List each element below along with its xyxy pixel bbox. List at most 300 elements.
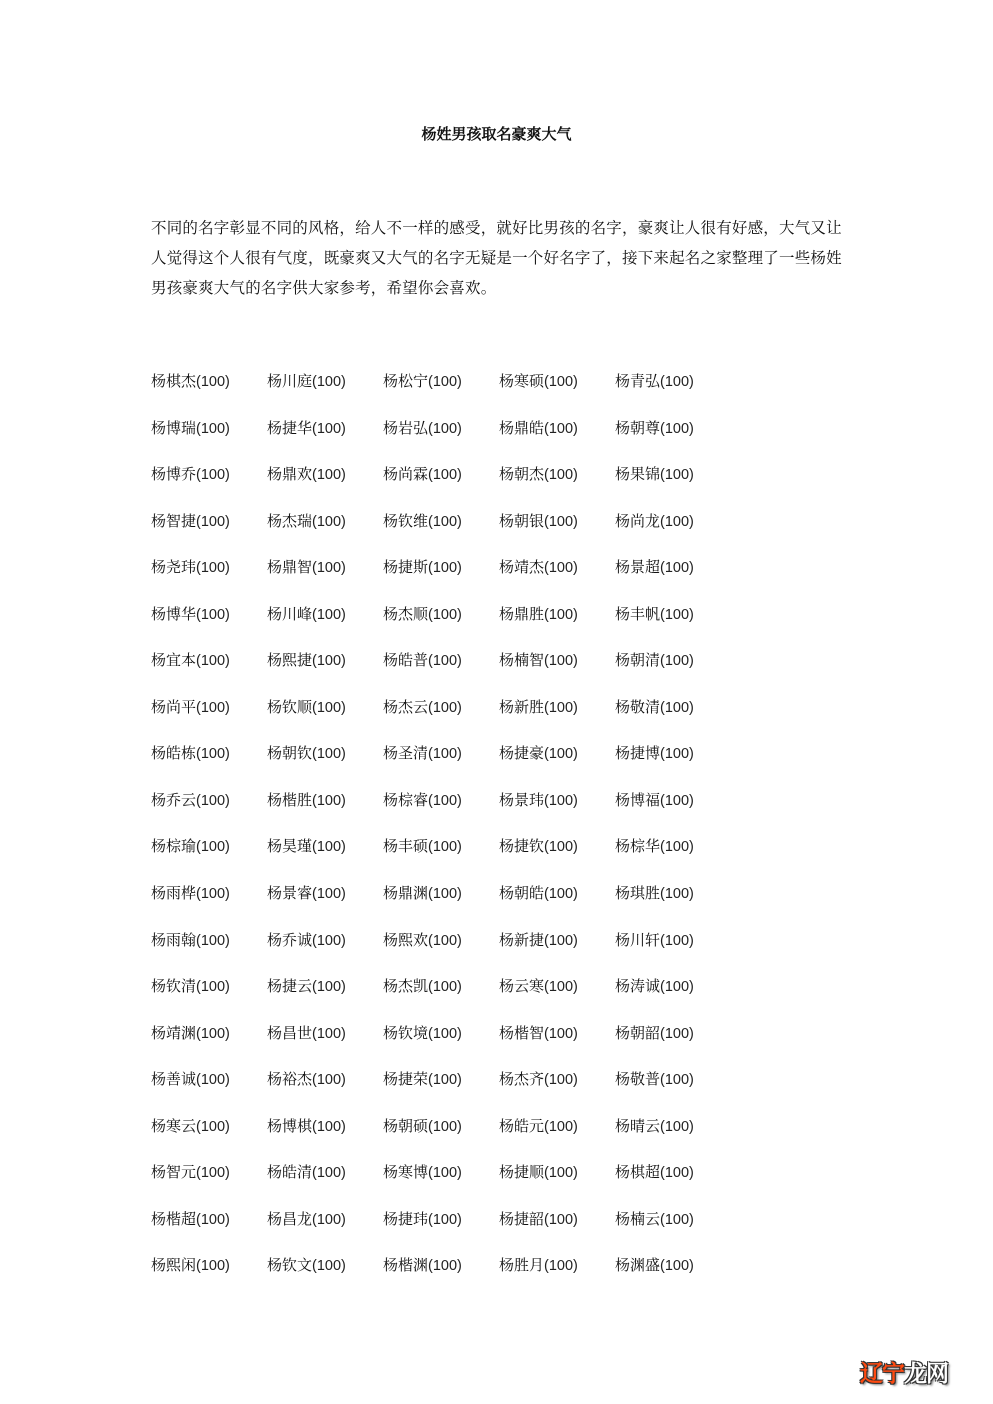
intro-paragraph: 不同的名字彰显不同的风格，给人不一样的感受，就好比男孩的名字，豪爽让人很有好感，大气又让人觉得这个人很有气度，既豪爽又大气的名字无疑是一个好名字了，接下来起名之家整理了一些杨姓男孩豪爽大气的名字供大家参考，希望你会喜欢。: [151, 219, 842, 297]
name-text: 杨景睿: [267, 884, 313, 903]
name-row: [151, 833, 731, 880]
name-entry: [383, 1066, 499, 1113]
name-entry: [267, 601, 383, 648]
name-text: 杨楷超: [151, 1209, 197, 1228]
name-score: (100): [196, 1258, 230, 1275]
name-entry: [151, 1252, 267, 1299]
name-score: (100): [544, 420, 578, 437]
name-text: 杨鼎智: [267, 558, 313, 577]
name-row: [151, 554, 731, 601]
name-entry: [151, 1113, 267, 1160]
name-row: [151, 601, 731, 648]
name-entry: [615, 880, 731, 927]
name-text: 杨昌龙: [267, 1209, 313, 1228]
name-score: (100): [428, 653, 462, 670]
name-row: [151, 927, 731, 974]
name-entry: [151, 787, 267, 834]
name-score: (100): [428, 1025, 462, 1042]
name-text: 杨智捷: [151, 511, 197, 530]
name-score: (100): [428, 1072, 462, 1089]
name-text: 杨尧玮: [151, 558, 197, 577]
name-score: (100): [544, 374, 578, 390]
name-entry: [615, 973, 731, 1020]
name-text: 杨朝钦: [267, 744, 313, 763]
name-entry: [267, 554, 383, 601]
name-entry: [615, 694, 731, 741]
name-text: 杨朝尊: [615, 418, 661, 437]
name-entry: [615, 1206, 731, 1253]
name-entry: [383, 368, 499, 415]
name-score: (100): [428, 792, 462, 809]
name-text: 杨圣清: [383, 744, 429, 763]
name-row: [151, 415, 731, 462]
name-entry: [499, 1020, 615, 1067]
name-row: [151, 740, 731, 787]
name-text: 杨昊瑾: [267, 837, 313, 856]
name-text: 杨楷胜: [267, 790, 313, 809]
name-text: 杨博瑞: [151, 418, 197, 437]
name-score: (100): [196, 1165, 230, 1182]
name-score: (100): [544, 1211, 578, 1228]
name-text: 杨楷智: [499, 1023, 545, 1042]
name-text: 杨钦清: [151, 977, 197, 996]
name-entry: [383, 1020, 499, 1067]
name-entry: [151, 880, 267, 927]
name-text: 杨杰云: [383, 697, 429, 716]
name-entry: [383, 973, 499, 1020]
name-score: (100): [428, 699, 462, 716]
name-text: 杨丰硕: [383, 837, 429, 856]
name-text: 杨景超: [615, 558, 661, 577]
name-entry: [499, 368, 615, 415]
name-entry: [267, 1020, 383, 1067]
name-score: (100): [428, 839, 462, 856]
name-score: (100): [660, 653, 694, 670]
document-title: 杨姓男孩取名豪爽大气: [421, 125, 572, 143]
name-score: (100): [312, 1072, 346, 1089]
name-entry: [499, 694, 615, 741]
name-entry: [383, 508, 499, 555]
name-score: (100): [660, 746, 694, 763]
name-text: 杨博华: [151, 604, 197, 623]
name-score: (100): [544, 1165, 578, 1182]
name-score: (100): [196, 606, 230, 623]
name-entry: [615, 927, 731, 974]
name-entry: [151, 508, 267, 555]
name-text: 杨丰帆: [615, 604, 661, 623]
name-text: 杨棋杰: [151, 372, 197, 390]
name-score: (100): [312, 932, 346, 949]
name-text: 杨博乔: [151, 465, 197, 484]
name-score: (100): [660, 886, 694, 903]
name-score: (100): [312, 1118, 346, 1135]
name-row: [151, 1113, 731, 1160]
name-text: 杨寒云: [151, 1116, 197, 1135]
name-entry: [151, 368, 267, 415]
name-score: (100): [312, 1025, 346, 1042]
name-entry: [615, 1252, 731, 1299]
name-text: 杨敬普: [615, 1070, 661, 1089]
name-text: 杨尚龙: [615, 511, 661, 530]
name-score: (100): [312, 1258, 346, 1275]
name-score: (100): [544, 1025, 578, 1042]
name-text: 杨青弘: [615, 372, 661, 390]
name-text: 杨捷韶: [499, 1209, 545, 1228]
name-entry: [499, 461, 615, 508]
name-text: 杨寒博: [383, 1163, 429, 1182]
name-text: 杨尚霖: [383, 465, 429, 484]
name-text: 杨皓清: [267, 1163, 313, 1182]
name-text: 杨朝清: [615, 651, 661, 670]
name-text: 杨捷顺: [499, 1163, 545, 1182]
name-text: 杨岩弘: [383, 418, 429, 437]
name-entry: [499, 647, 615, 694]
name-entry: [499, 508, 615, 555]
name-score: (100): [196, 1072, 230, 1089]
name-entry: [151, 554, 267, 601]
name-score: (100): [660, 560, 694, 577]
name-text: 杨善诚: [151, 1070, 197, 1089]
name-score: (100): [660, 792, 694, 809]
name-score: (100): [312, 374, 346, 390]
name-entry: [267, 415, 383, 462]
name-score: (100): [312, 467, 346, 484]
name-text: 杨寒硕: [499, 372, 545, 390]
name-entry: [499, 927, 615, 974]
name-text: 杨皓元: [499, 1116, 545, 1135]
name-text: 杨朝银: [499, 511, 545, 530]
name-entry: [615, 787, 731, 834]
name-entry: [383, 461, 499, 508]
name-entry: [615, 601, 731, 648]
name-score: (100): [196, 420, 230, 437]
name-text: 杨靖杰: [499, 558, 545, 577]
name-score: (100): [544, 560, 578, 577]
name-row: [151, 1020, 731, 1067]
name-score: (100): [312, 420, 346, 437]
name-score: (100): [660, 699, 694, 716]
name-score: (100): [312, 1165, 346, 1182]
name-entry: [267, 1159, 383, 1206]
name-score: (100): [660, 979, 694, 996]
name-score: (100): [312, 653, 346, 670]
name-score: (100): [196, 792, 230, 809]
name-text: 杨乔云: [151, 790, 197, 809]
name-entry: [499, 415, 615, 462]
name-entry: [267, 461, 383, 508]
name-entry: [383, 647, 499, 694]
name-score: (100): [660, 513, 694, 530]
watermark-logo: [860, 1355, 948, 1388]
name-text: 杨皓栋: [151, 744, 197, 763]
name-text: 杨琪胜: [615, 884, 661, 903]
name-score: (100): [544, 1118, 578, 1135]
name-text: 杨钦文: [267, 1256, 313, 1275]
name-entry: [383, 415, 499, 462]
name-text: 杨棕瑜: [151, 837, 197, 856]
name-score: (100): [312, 699, 346, 716]
name-text: 杨博棋: [267, 1116, 313, 1135]
name-text: 杨云寒: [499, 977, 545, 996]
name-score: (100): [660, 1118, 694, 1135]
name-text: 杨雨桦: [151, 884, 197, 903]
name-row: [151, 647, 731, 694]
name-entry: [499, 1066, 615, 1113]
watermark-part1: 辽宁: [860, 1361, 904, 1387]
name-text: 杨熙捷: [267, 651, 313, 670]
name-entry: [151, 1020, 267, 1067]
name-score: (100): [312, 606, 346, 623]
name-text: 杨新捷: [499, 930, 545, 949]
name-score: (100): [196, 932, 230, 949]
name-text: 杨皓普: [383, 651, 429, 670]
name-entry: [383, 601, 499, 648]
name-entry: [615, 1066, 731, 1113]
name-entry: [267, 1066, 383, 1113]
name-text: 杨楠云: [615, 1209, 661, 1228]
name-score: (100): [428, 606, 462, 623]
name-score: (100): [196, 1025, 230, 1042]
name-score: (100): [428, 513, 462, 530]
name-text: 杨博福: [615, 790, 661, 809]
name-score: (100): [544, 792, 578, 809]
name-text: 杨靖渊: [151, 1023, 197, 1042]
name-score: (100): [544, 746, 578, 763]
name-text: 杨渊盛: [615, 1256, 661, 1275]
name-score: (100): [660, 467, 694, 484]
name-score: (100): [428, 1258, 462, 1275]
name-score: (100): [660, 839, 694, 856]
name-score: (100): [196, 374, 230, 390]
name-text: 杨晴云: [615, 1116, 661, 1135]
name-text: 杨捷博: [615, 744, 661, 763]
name-entry: [615, 554, 731, 601]
name-score: (100): [660, 1258, 694, 1275]
name-entry: [151, 1159, 267, 1206]
name-text: 杨捷华: [267, 418, 313, 437]
name-score: (100): [196, 653, 230, 670]
name-entry: [267, 787, 383, 834]
name-score: (100): [196, 746, 230, 763]
name-entry: [383, 787, 499, 834]
name-entry: [615, 1020, 731, 1067]
name-entry: [615, 508, 731, 555]
name-entry: [267, 647, 383, 694]
name-row: [151, 1159, 731, 1206]
name-text: 杨乔诚: [267, 930, 313, 949]
name-list: [151, 368, 731, 1299]
name-text: 杨捷荣: [383, 1070, 429, 1089]
name-entry: [615, 1159, 731, 1206]
name-text: 杨捷玮: [383, 1209, 429, 1228]
name-entry: [151, 927, 267, 974]
name-text: 杨鼎胜: [499, 604, 545, 623]
name-entry: [499, 1206, 615, 1253]
name-text: 杨智元: [151, 1163, 197, 1182]
name-entry: [151, 694, 267, 741]
name-text: 杨川轩: [615, 930, 661, 949]
name-row: [151, 368, 731, 415]
name-score: (100): [312, 886, 346, 903]
name-entry: [267, 740, 383, 787]
name-score: (100): [312, 560, 346, 577]
name-entry: [151, 415, 267, 462]
name-score: (100): [544, 653, 578, 670]
name-text: 杨捷豪: [499, 744, 545, 763]
name-entry: [499, 880, 615, 927]
name-entry: [267, 694, 383, 741]
name-text: 杨昌世: [267, 1023, 313, 1042]
name-row: [151, 694, 731, 741]
name-score: (100): [428, 979, 462, 996]
name-score: (100): [428, 1118, 462, 1135]
name-entry: [151, 1066, 267, 1113]
watermark-part2: 龙网: [904, 1361, 948, 1387]
name-score: (100): [428, 746, 462, 763]
name-score: (100): [660, 374, 694, 390]
name-entry: [499, 1252, 615, 1299]
name-entry: [383, 1252, 499, 1299]
name-text: 杨朝皓: [499, 884, 545, 903]
name-text: 杨杰凯: [383, 977, 429, 996]
name-score: (100): [196, 467, 230, 484]
name-score: (100): [544, 1258, 578, 1275]
name-entry: [267, 880, 383, 927]
name-entry: [615, 647, 731, 694]
name-score: (100): [544, 839, 578, 856]
name-text: 杨果锦: [615, 465, 661, 484]
name-entry: [267, 927, 383, 974]
name-entry: [499, 973, 615, 1020]
name-entry: [267, 508, 383, 555]
name-entry: [615, 461, 731, 508]
name-entry: [499, 787, 615, 834]
name-text: 杨景玮: [499, 790, 545, 809]
name-text: 杨新胜: [499, 697, 545, 716]
name-score: (100): [196, 839, 230, 856]
name-score: (100): [544, 467, 578, 484]
name-entry: [499, 833, 615, 880]
name-score: (100): [428, 374, 462, 390]
name-score: (100): [196, 979, 230, 996]
name-entry: [615, 1113, 731, 1160]
name-entry: [383, 833, 499, 880]
name-text: 杨朝韶: [615, 1023, 661, 1042]
name-entry: [383, 554, 499, 601]
name-text: 杨杰顺: [383, 604, 429, 623]
name-row: [151, 973, 731, 1020]
name-score: (100): [544, 932, 578, 949]
name-score: (100): [428, 467, 462, 484]
name-text: 杨松宁: [383, 372, 429, 390]
name-score: (100): [660, 1072, 694, 1089]
name-score: (100): [196, 1211, 230, 1228]
name-score: (100): [428, 886, 462, 903]
name-score: (100): [312, 792, 346, 809]
name-entry: [383, 880, 499, 927]
name-entry: [383, 1206, 499, 1253]
name-text: 杨鼎皓: [499, 418, 545, 437]
name-score: (100): [660, 932, 694, 949]
name-score: (100): [660, 420, 694, 437]
name-entry: [615, 368, 731, 415]
name-score: (100): [544, 699, 578, 716]
name-row: [151, 1252, 731, 1299]
name-text: 杨棕华: [615, 837, 661, 856]
name-score: (100): [428, 932, 462, 949]
name-entry: [151, 833, 267, 880]
name-text: 杨棋超: [615, 1163, 661, 1182]
name-row: [151, 1206, 731, 1253]
name-text: 杨捷云: [267, 977, 313, 996]
name-score: (100): [660, 1211, 694, 1228]
name-score: (100): [660, 606, 694, 623]
name-entry: [615, 415, 731, 462]
name-text: 杨熙闲: [151, 1256, 197, 1275]
name-entry: [151, 647, 267, 694]
name-score: (100): [196, 1118, 230, 1135]
name-entry: [499, 740, 615, 787]
name-entry: [499, 1113, 615, 1160]
name-text: 杨杰齐: [499, 1070, 545, 1089]
name-score: (100): [196, 513, 230, 530]
name-text: 杨杰瑞: [267, 511, 313, 530]
name-score: (100): [544, 1072, 578, 1089]
name-score: (100): [660, 1165, 694, 1182]
name-entry: [267, 1113, 383, 1160]
name-entry: [151, 1206, 267, 1253]
name-text: 杨钦维: [383, 511, 429, 530]
name-score: (100): [544, 886, 578, 903]
name-text: 杨宜本: [151, 651, 197, 670]
name-entry: [267, 973, 383, 1020]
name-entry: [499, 601, 615, 648]
name-text: 杨捷钦: [499, 837, 545, 856]
name-score: (100): [312, 513, 346, 530]
name-row: [151, 1066, 731, 1113]
name-score: (100): [428, 420, 462, 437]
name-score: (100): [312, 1211, 346, 1228]
name-text: 杨朝杰: [499, 465, 545, 484]
name-score: (100): [544, 606, 578, 623]
name-score: (100): [428, 560, 462, 577]
name-score: (100): [312, 839, 346, 856]
name-text: 杨熙欢: [383, 930, 429, 949]
name-entry: [615, 833, 731, 880]
name-text: 杨鼎渊: [383, 884, 429, 903]
name-row: [151, 508, 731, 555]
name-score: (100): [196, 560, 230, 577]
name-text: 杨朝硕: [383, 1116, 429, 1135]
name-row: [151, 461, 731, 508]
name-entry: [499, 1159, 615, 1206]
name-text: 杨雨翰: [151, 930, 197, 949]
name-score: (100): [196, 886, 230, 903]
name-score: (100): [312, 746, 346, 763]
name-entry: [267, 833, 383, 880]
name-score: (100): [312, 979, 346, 996]
name-score: (100): [196, 699, 230, 716]
name-entry: [267, 1206, 383, 1253]
name-entry: [383, 740, 499, 787]
name-text: 杨捷斯: [383, 558, 429, 577]
name-score: (100): [428, 1165, 462, 1182]
name-text: 杨钦顺: [267, 697, 313, 716]
name-text: 杨川峰: [267, 604, 313, 623]
name-row: [151, 880, 731, 927]
name-text: 杨敬清: [615, 697, 661, 716]
name-entry: [151, 740, 267, 787]
